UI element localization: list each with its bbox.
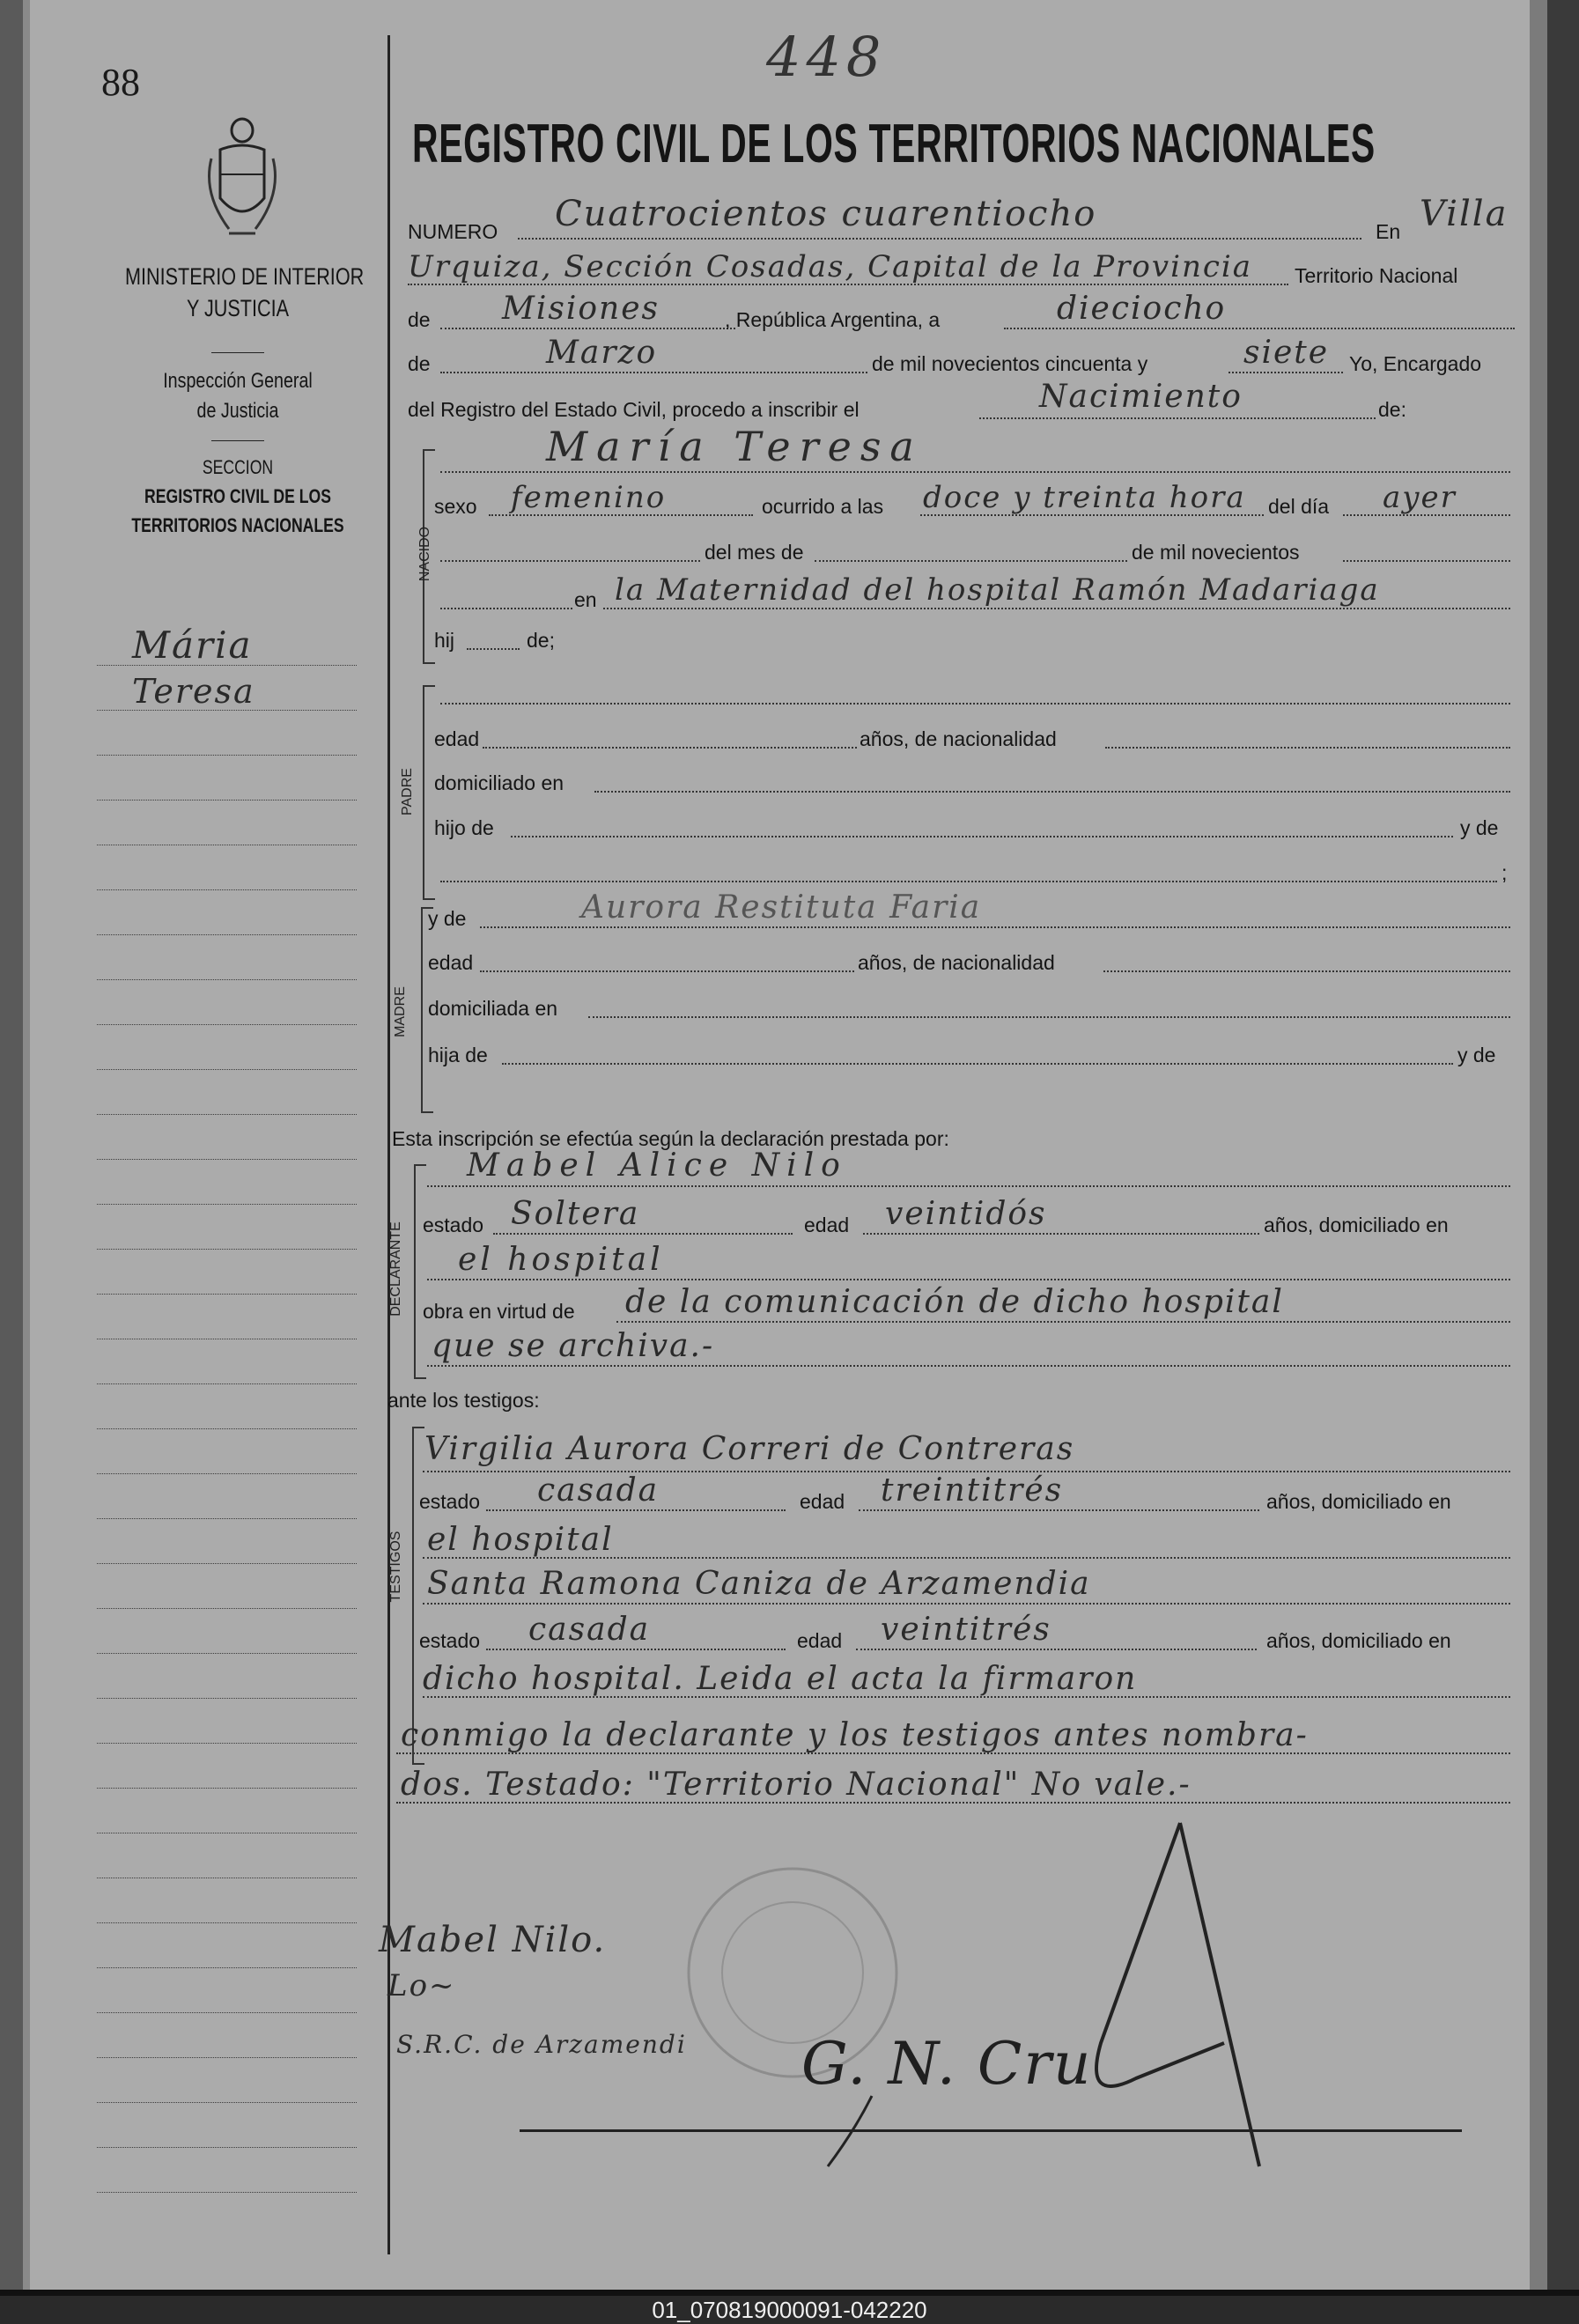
margin-ruled-line	[97, 979, 357, 980]
margin-ruled-line	[97, 1114, 357, 1115]
month-value: Marzo	[546, 335, 658, 371]
del-dia-label: del día	[1268, 495, 1330, 518]
declarante-name: Mabel Alice Nilo	[467, 1147, 847, 1184]
testigo-2-domicilio-value: dicho hospital. Leida el acta la firmaron	[423, 1661, 1138, 1697]
padre-edad-label: edad	[434, 727, 480, 750]
margin-ruled-line	[97, 2102, 357, 2103]
testigo-2-name: Santa Ramona Caniza de Arzamendia	[427, 1566, 1091, 1602]
declarante-intro: Esta inscripción se efectúa según la declaración prestada por:	[392, 1127, 949, 1150]
de-label: de	[408, 308, 431, 331]
margin-ruled-line	[97, 665, 357, 666]
margin-ruled-line	[97, 1608, 357, 1609]
margin-ruled-line	[97, 1294, 357, 1295]
image-code: 01_070819000091-042220	[652, 2297, 927, 2323]
declarante-domicilio-value: el hospital	[458, 1242, 664, 1278]
year-value: siete	[1243, 335, 1330, 371]
declarante-section-label: DECLARANTE	[388, 1221, 403, 1317]
margin-ruled-line	[97, 1788, 357, 1789]
inspection-line-1: Inspección General	[163, 369, 313, 393]
margin-ruled-line	[97, 1204, 357, 1205]
margin-ruled-line	[97, 1159, 357, 1160]
ministry-heading	[125, 261, 365, 324]
madre-domiciliada-label: domiciliada en	[428, 997, 558, 1020]
margin-ruled-line	[97, 2147, 357, 2148]
hij-de-label: de;	[527, 629, 555, 652]
numero-label: NUMERO	[408, 220, 498, 243]
territory-value: Misiones	[502, 291, 660, 327]
testigos-bracket	[412, 1427, 424, 1765]
sexo-value: femenino	[511, 480, 667, 515]
testigo-1-edad-value: treintitrés	[881, 1472, 1064, 1509]
padre-domiciliado-label: domiciliado en	[434, 771, 564, 794]
dia-value: ayer	[1383, 480, 1457, 515]
margin-ruled-line	[97, 2012, 357, 2013]
section-heading	[125, 453, 350, 540]
margin-ruled-line	[97, 710, 357, 711]
section-line-1: SECCION	[202, 456, 274, 478]
page-edge-shadow	[1530, 0, 1547, 2290]
margin-ruled-line	[97, 1653, 357, 1654]
declarante-obra-1: de la comunicación de dicho hospital	[625, 1284, 1284, 1320]
padre-bracket	[423, 685, 435, 900]
declarante-obra-label: obra en virtud de	[423, 1300, 575, 1323]
declarante-edad-value: veintidós	[885, 1196, 1047, 1232]
padre-section-label: PADRE	[400, 768, 415, 815]
madre-anos-label: años, de nacionalidad	[858, 951, 1055, 974]
de2-label: de	[408, 352, 431, 375]
page-number: 88	[101, 61, 140, 104]
place-line-2: Urquiza, Sección Cosadas, Capital de la Provincia	[408, 249, 1253, 284]
book-spine-shadow	[23, 0, 30, 2290]
margin-ruled-line	[97, 1967, 357, 1968]
divider	[211, 352, 264, 353]
testigo-1-domicilio-value: el hospital	[427, 1522, 614, 1558]
testigo-1-name: Virgilia Aurora Correri de Contreras	[424, 1431, 1075, 1467]
declarante-domicilio-label: años, domiciliado en	[1264, 1214, 1449, 1236]
testigo-2-edad-value: veintitrés	[881, 1612, 1051, 1648]
testigo-2-estado-label: estado	[419, 1629, 481, 1652]
officer-signature: G. N. Cru	[801, 2030, 1093, 2098]
witness-signature: S.R.C. de Arzamendi	[396, 2030, 687, 2059]
sexo-label: sexo	[434, 495, 477, 518]
margin-ruled-line	[97, 2057, 357, 2058]
day-value: dieciocho	[1057, 291, 1227, 327]
de3-label: de:	[1378, 398, 1406, 421]
inspection-heading	[122, 366, 353, 426]
closing-line-2: dos. Testado: "Territorio Nacional" No vale.-	[401, 1767, 1192, 1803]
del-mes-label: del mes de	[705, 541, 804, 564]
de-mil-label: de mil novecientos	[1132, 541, 1300, 564]
padre-anos-label: años, de nacionalidad	[860, 727, 1057, 750]
declarante-estado-value: Soltera	[511, 1196, 640, 1232]
margin-ruled-line	[97, 1069, 357, 1070]
margin-ruled-line	[97, 1518, 357, 1519]
madre-y-de-end: y de	[1457, 1044, 1496, 1066]
margin-ruled-line	[97, 1473, 357, 1474]
folio-number: 448	[766, 25, 887, 89]
padre-hijo-label: hijo de	[434, 816, 494, 839]
margin-ruled-line	[97, 1383, 357, 1384]
margin-name-line-1: Mária	[132, 623, 253, 667]
testigo-1-domicilio-label: años, domiciliado en	[1266, 1490, 1451, 1513]
margin-ruled-line	[97, 755, 357, 756]
margin-ruled-line	[97, 1698, 357, 1699]
margin-ruled-line	[97, 1024, 357, 1025]
testigo-2-domicilio-label: años, domiciliado en	[1266, 1629, 1451, 1652]
ministry-line-1: MINISTERIO DE INTERIOR	[125, 263, 365, 290]
place-line-1: Villa	[1420, 194, 1509, 234]
book-spine	[0, 0, 23, 2290]
closing-line-1: conmigo la declarante y los testigos antes nombra-	[401, 1717, 1309, 1753]
divider	[211, 440, 264, 441]
madre-hija-label: hija de	[428, 1044, 488, 1066]
margin-ruled-line	[97, 934, 357, 935]
margin-ruled-line	[97, 1743, 357, 1744]
padre-semicolon: ;	[1502, 861, 1508, 884]
registro-label: del Registro del Estado Civil, procedo a inscribir el	[408, 398, 860, 421]
testigos-section-label: TESTIGOS	[388, 1531, 403, 1603]
hij-label: hij	[434, 629, 455, 652]
testigo-1-edad-label: edad	[800, 1490, 845, 1513]
margin-ruled-line	[97, 1922, 357, 1923]
officer-signature-flourish	[766, 1814, 1295, 2202]
territorio-label: Territorio Nacional	[1295, 264, 1458, 287]
year-label: de mil novecientos cincuenta y	[872, 352, 1148, 375]
declarant-signature: Mabel Nilo.	[379, 1920, 607, 1960]
margin-ruled-line	[97, 889, 357, 890]
testigo-1-estado-value: casada	[537, 1472, 660, 1509]
margin-ruled-line	[97, 2192, 357, 2193]
section-line-2: REGISTRO CIVIL DE LOS	[144, 485, 331, 507]
inspection-line-2: de Justicia	[196, 399, 279, 423]
madre-edad-label: edad	[428, 951, 474, 974]
ministry-line-2: Y JUSTICIA	[186, 295, 290, 321]
lugar-value: la Maternidad del hospital Ramón Madariaga	[615, 572, 1380, 608]
declarante-edad-label: edad	[804, 1214, 850, 1236]
declarante-estado-label: estado	[423, 1214, 484, 1236]
en-label-nacido: en	[574, 588, 597, 611]
declarante-bracket	[414, 1164, 426, 1379]
page-edge	[1547, 0, 1579, 2290]
republica-label: , República Argentina, a	[725, 308, 941, 331]
coat-of-arms-icon	[203, 114, 282, 247]
numero-value: Cuatrocientos cuarentiocho	[555, 194, 1097, 234]
hora-value: doce y treinta hora	[923, 480, 1246, 515]
child-name: María Teresa	[546, 423, 923, 470]
ocurrido-label: ocurrido a las	[762, 495, 884, 518]
padre-y-de-label: y de	[1460, 816, 1499, 839]
signature-line	[520, 2129, 1462, 2132]
signature-mark: Lo~	[387, 1968, 456, 2003]
madre-section-label: MADRE	[393, 986, 408, 1037]
madre-y-de-label: y de	[428, 907, 467, 930]
margin-ruled-line	[97, 1563, 357, 1564]
testigo-2-estado-value: casada	[528, 1612, 651, 1648]
section-line-3: TERRITORIOS NACIONALES	[131, 514, 344, 536]
en-label: En	[1376, 220, 1401, 243]
document-title: REGISTRO CIVIL DE LOS TERRITORIOS NACIONALES	[412, 114, 1376, 174]
testigo-1-estado-label: estado	[419, 1490, 481, 1513]
act-type-value: Nacimiento	[1039, 379, 1243, 415]
encargado-label: Yo, Encargado	[1349, 352, 1482, 375]
declarante-obra-2: que se archiva.-	[432, 1328, 715, 1364]
margin-ruled-line	[97, 1428, 357, 1429]
testigos-intro: ante los testigos:	[387, 1389, 540, 1412]
testigo-2-edad-label: edad	[797, 1629, 843, 1652]
margin-name-line-2: Teresa	[132, 672, 255, 711]
nacido-section-label: NACIDO	[417, 526, 432, 582]
madre-name: Aurora Restituta Faria	[581, 889, 982, 926]
margin-ruled-line	[97, 1249, 357, 1250]
